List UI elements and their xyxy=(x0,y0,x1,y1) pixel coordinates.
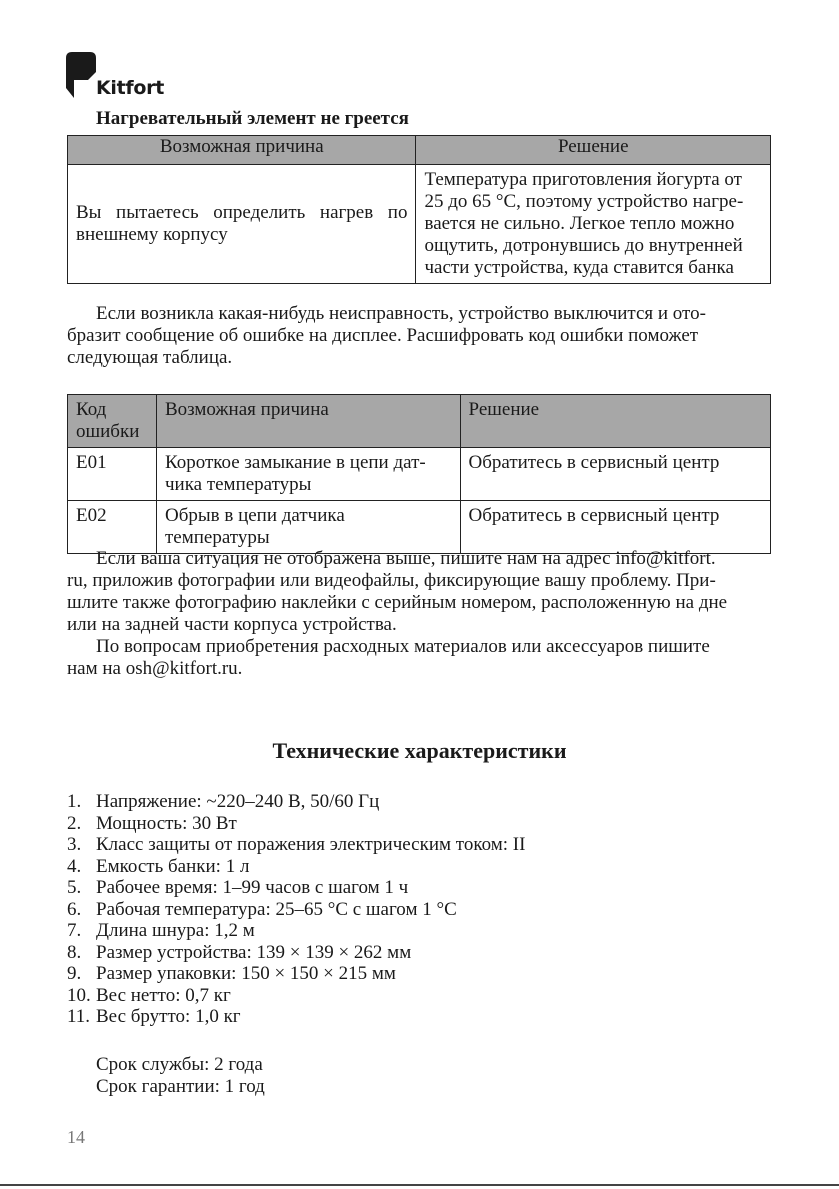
warranty-period: Срок гарантии: 1 год xyxy=(96,1076,265,1097)
list-item: 1. Напряжение: ~220–240 В, 50/60 Гц xyxy=(67,791,380,812)
text-line: шлите также фотографию наклейки с серийным номером, расположенную на дне xyxy=(67,592,728,613)
kitfort-logo xyxy=(66,52,186,100)
contact-paragraph xyxy=(67,548,771,636)
cause-cell: Вы пытаетесь определить нагрев по внешнему корпусу xyxy=(68,165,416,284)
table-row xyxy=(68,448,771,501)
text-line: По вопросам приобретения расходных материалов или аксессуаров пишите xyxy=(96,636,710,657)
cause-line: Короткое замыкание в цепи дат- xyxy=(164,452,426,473)
text-line: нам на osh@kitfort.ru. xyxy=(67,658,243,679)
kitfort-logo-icon xyxy=(66,52,96,100)
header-code xyxy=(68,395,157,448)
header-cause: Возможная причина xyxy=(68,136,416,165)
section-title: Нагревательный элемент не греется xyxy=(96,108,409,129)
solution-line: вается не сильно. Легкое тепло можно xyxy=(424,213,735,234)
error-cause xyxy=(156,448,460,501)
error-code: E02 xyxy=(68,501,157,554)
bottom-divider xyxy=(0,1184,839,1186)
error-code: E01 xyxy=(68,448,157,501)
list-item: 6. Рабочая температура: 25–65 °С с шагом 1 °С xyxy=(67,898,457,920)
header-code-line: ошибки xyxy=(76,421,140,442)
page-number: 14 xyxy=(67,1127,85,1147)
solution-line: ощутить, дотронувшись до внутренней xyxy=(424,235,743,256)
header-code-line: Код xyxy=(76,399,107,420)
table-row xyxy=(68,501,771,554)
text-line: ru, приложив фотографии или видеофайлы, фиксирующие вашу проблему. При- xyxy=(67,570,716,591)
table-header-row xyxy=(68,136,771,165)
specs-list xyxy=(67,791,525,1028)
list-item: 8. Размер устройства: 139 × 139 × 262 мм xyxy=(67,941,412,963)
solution-line: Температура приготовления йогурта от xyxy=(424,169,742,190)
service-life: Срок службы: 2 года xyxy=(96,1054,263,1075)
list-item: 9. Размер упаковки: 150 × 150 × 215 мм xyxy=(67,963,396,984)
list-item: 7. Длина шнура: 1,2 м xyxy=(67,920,255,941)
intro-paragraph xyxy=(67,303,771,369)
service-info xyxy=(96,1054,265,1098)
table-header-row xyxy=(68,395,771,448)
header-cause: Возможная причина xyxy=(156,395,460,448)
header-solution: Решение xyxy=(460,395,771,448)
text-line: Если возникла какая-нибудь неисправность, устройство выключится и ото- xyxy=(96,303,706,324)
list-item: 11. Вес брутто: 1,0 кг xyxy=(67,1006,241,1027)
error-solution: Обратитесь в сервисный центр xyxy=(460,448,771,501)
header-solution: Решение xyxy=(416,136,771,165)
list-item: 10. Вес нетто: 0,7 кг xyxy=(67,984,231,1006)
list-item: 5. Рабочее время: 1–99 часов с шагом 1 ч xyxy=(67,877,409,898)
error-codes-table xyxy=(67,394,771,554)
cause-line: чика температуры xyxy=(164,474,312,495)
text-line: бразит сообщение об ошибке на дисплее. Расшифровать код ошибки поможет xyxy=(67,325,699,346)
heating-issue-table xyxy=(67,135,771,284)
list-item: 3. Класс защиты от поражения электрическим током: II xyxy=(67,834,526,855)
brand-name: Kitfort xyxy=(96,77,164,99)
cause-line: Обрыв в цепи датчика температуры xyxy=(164,505,345,548)
table-row xyxy=(68,165,771,284)
text-line: Если ваша ситуация не отображена выше, пишите нам на адрес info@kitfort. xyxy=(96,548,716,569)
solution-cell xyxy=(416,165,771,284)
list-item: 2. Мощность: 30 Вт xyxy=(67,812,237,834)
text-line: следующая таблица. xyxy=(67,347,233,368)
supplies-paragraph xyxy=(67,636,771,680)
list-item: 4. Емкость банки: 1 л xyxy=(67,855,250,877)
solution-line: 25 до 65 °С, поэтому устройство нагре- xyxy=(424,191,744,212)
specs-title: Технические характеристики xyxy=(272,738,567,763)
solution-line: части устройства, куда ставится банка xyxy=(424,257,734,278)
text-line: или на задней части корпуса устройства. xyxy=(67,614,397,635)
error-solution: Обратитесь в сервисный центр xyxy=(460,501,771,554)
error-cause xyxy=(156,501,460,554)
